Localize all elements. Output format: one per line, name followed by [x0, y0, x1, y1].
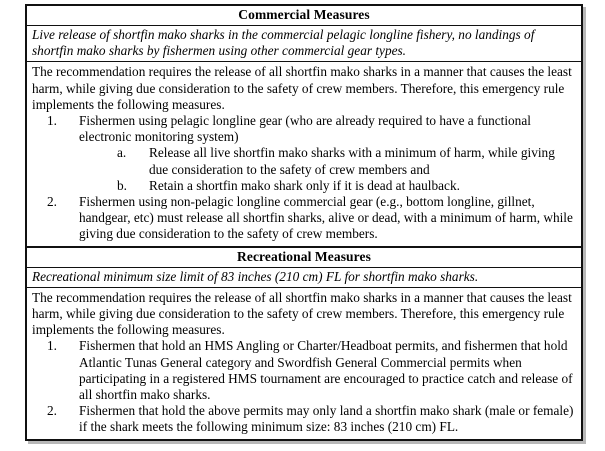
list-item — [47, 113, 575, 194]
section-summary-commercial: Live release of shortfin mako sharks in the commercial pelagic longline fishery, no landings of shortfin mako sharks by fishermen using other commercial gear types. — [26, 26, 582, 62]
list-item — [47, 194, 575, 243]
section-summary-recreational: Recreational minimum size limit of 83 inches (210 cm) FL for shortfin mako sharks. — [26, 267, 582, 287]
list-item-text: Fishermen that hold the above permits may only land a shortfin mako shark (male or female) if the shark meets the following minimum size: 83 inches (210 cm) FL. — [79, 403, 574, 435]
table-row-commercial-summary — [26, 26, 582, 62]
list-item — [117, 178, 575, 194]
list-marker: 2. — [47, 194, 57, 210]
section-intro-commercial: The recommendation requires the release of all shortfin mako sharks in a manner that causes the least harm, while giving due consideration to the safety of crew members. Therefore, this emergency rule implements the following measures. — [32, 64, 572, 112]
list-marker: 2. — [47, 403, 57, 419]
list-item — [117, 145, 575, 177]
list-marker: 1. — [47, 113, 57, 129]
list-marker: 1. — [47, 338, 57, 354]
table-row-recreational-summary — [26, 267, 582, 287]
table-row-recreational-header — [26, 247, 582, 268]
table-row-commercial-header — [26, 5, 582, 26]
table-row-recreational-body — [26, 287, 582, 439]
table-row-commercial-body — [26, 62, 582, 247]
list-item — [47, 338, 575, 403]
list-marker: a. — [117, 145, 127, 161]
measures-table — [25, 4, 583, 441]
recreational-measure-list — [32, 338, 575, 435]
commercial-measure-sublist — [79, 145, 575, 194]
list-item — [47, 403, 575, 435]
section-body-commercial — [26, 62, 582, 247]
list-item-text: Fishermen using pelagic longline gear (who are already required to have a functional electronic monitoring system) — [79, 113, 531, 145]
list-item-text: Fishermen using non-pelagic longline commercial gear (e.g., bottom longline, gillnet, handgear, etc) must release all shortfin sharks, alive or dead, with a minimum of harm, while giving due consideration to the safety of crew members. — [79, 194, 573, 242]
list-item-text: Fishermen that hold an HMS Angling or Charter/Headboat permits, and fishermen that hold Atlantic Tunas General category and Swordfish General Commercial permits when participating in a registered HMS tournament are encouraged to practice catch and release of all shortfin mako sharks. — [79, 338, 573, 403]
list-item-text: Retain a shortfin mako shark only if it is dead at haulback. — [149, 177, 460, 193]
list-marker: b. — [117, 177, 127, 193]
section-header-commercial: Commercial Measures — [26, 5, 582, 26]
list-item-text: Release all live shortfin mako sharks with a minimum of harm, while giving due consideration to the safety of crew members and — [149, 145, 555, 177]
measures-table-body — [26, 5, 582, 440]
section-header-recreational: Recreational Measures — [26, 247, 582, 268]
commercial-measure-list — [32, 113, 575, 243]
section-body-recreational — [26, 287, 582, 439]
section-intro-recreational: The recommendation requires the release of all shortfin mako sharks in a manner that causes the least harm, while giving due consideration to the safety of crew members. Therefore, this emergency rule implements the following measures. — [32, 289, 572, 338]
